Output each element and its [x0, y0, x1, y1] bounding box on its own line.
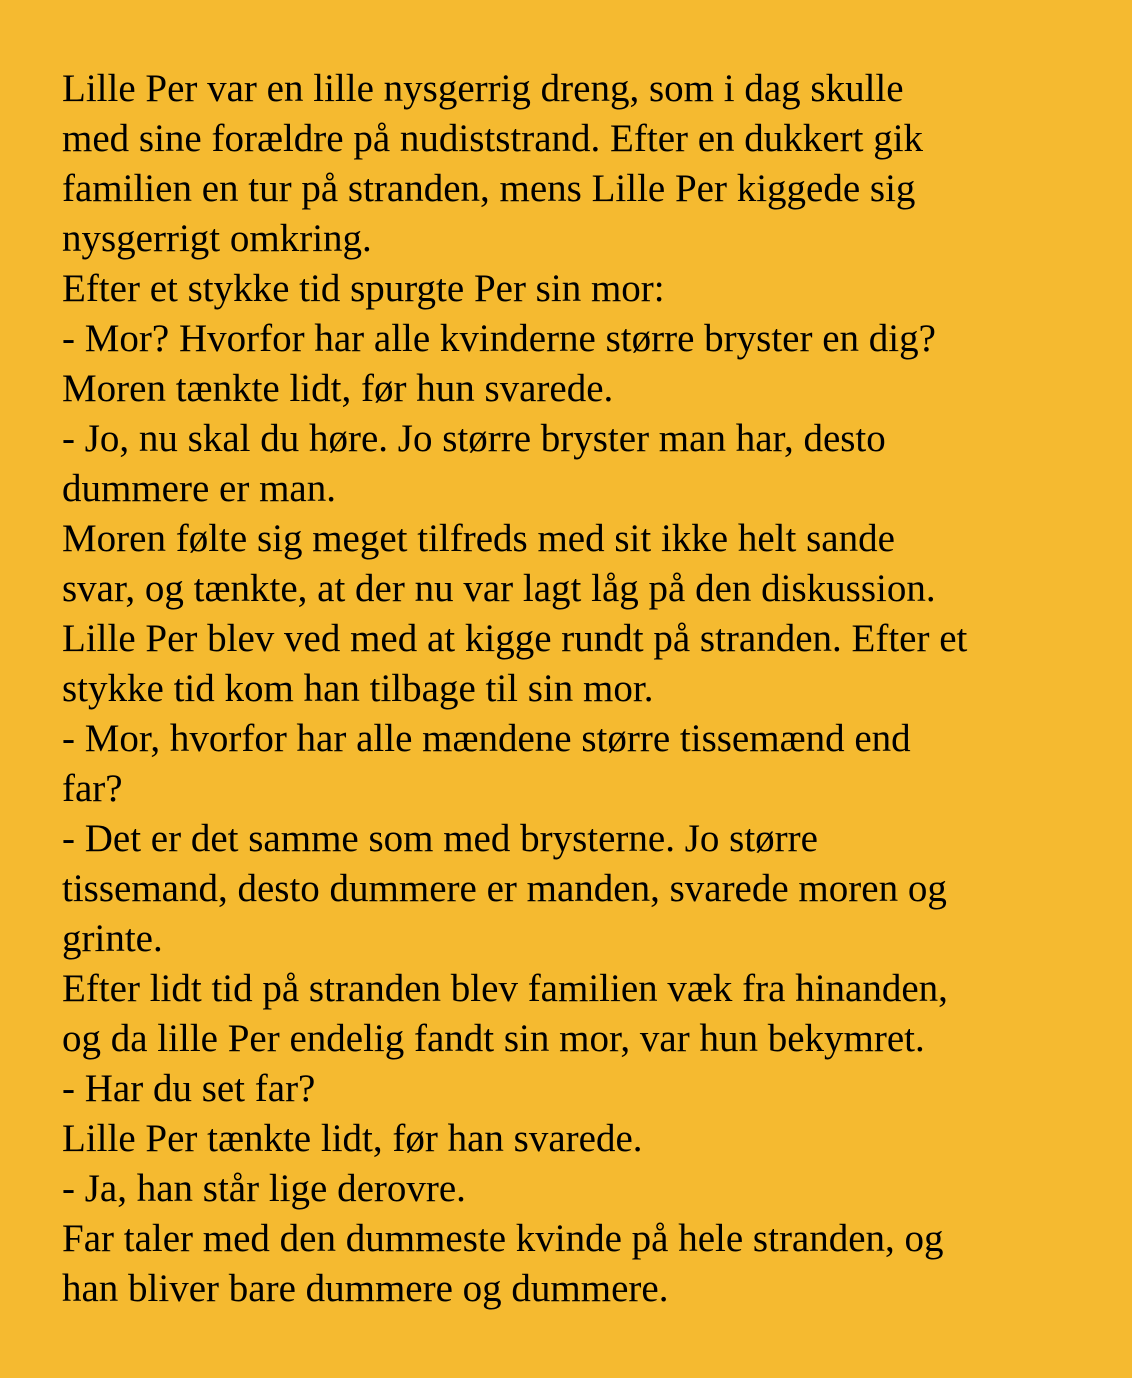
- story-line: Lille Per tænkte lidt, før han svarede.: [62, 1117, 643, 1160]
- story-line: Far taler med den dummeste kvinde på hele stranden, og: [62, 1217, 944, 1260]
- story-line: - Jo, nu skal du høre. Jo større bryster man har, desto: [62, 417, 886, 460]
- story-line: dummere er man.: [62, 467, 336, 510]
- story-line: og da lille Per endelig fandt sin mor, var hun bekymret.: [62, 1017, 925, 1060]
- story-line: han bliver bare dummere og dummere.: [62, 1267, 669, 1310]
- story-line: - Mor? Hvorfor har alle kvinderne større bryster en dig?: [62, 317, 936, 360]
- story-line: grinte.: [62, 917, 163, 960]
- story-line: - Mor, hvorfor har alle mændene større tissemænd end: [62, 717, 911, 760]
- story-line: Lille Per blev ved med at kigge rundt på stranden. Efter et: [62, 617, 968, 660]
- story-line: far?: [62, 767, 123, 810]
- story-line: - Har du set far?: [62, 1067, 316, 1110]
- story-line: nysgerrigt omkring.: [62, 217, 372, 260]
- story-line: familien en tur på stranden, mens Lille Per kiggede sig: [62, 167, 916, 210]
- story-line: svar, og tænkte, at der nu var lagt låg på den diskussion.: [62, 567, 936, 610]
- story-line: - Det er det samme som med brysterne. Jo større: [62, 817, 818, 860]
- story-line: Efter lidt tid på stranden blev familien væk fra hinanden,: [62, 967, 948, 1010]
- story-line: Efter et stykke tid spurgte Per sin mor:: [62, 267, 665, 310]
- story-line: - Ja, han står lige derovre.: [62, 1167, 466, 1210]
- story-line: tissemand, desto dummere er manden, svarede moren og: [62, 867, 947, 910]
- story-line: med sine forældre på nudiststrand. Efter en dukkert gik: [62, 117, 924, 160]
- story-line: stykke tid kom han tilbage til sin mor.: [62, 667, 654, 710]
- story-text: [62, 64, 1112, 1314]
- story-line: Moren tænkte lidt, før hun svarede.: [62, 367, 614, 410]
- story-line: Lille Per var en lille nysgerrig dreng, som i dag skulle: [62, 67, 904, 110]
- story-line: Moren følte sig meget tilfreds med sit ikke helt sande: [62, 517, 895, 560]
